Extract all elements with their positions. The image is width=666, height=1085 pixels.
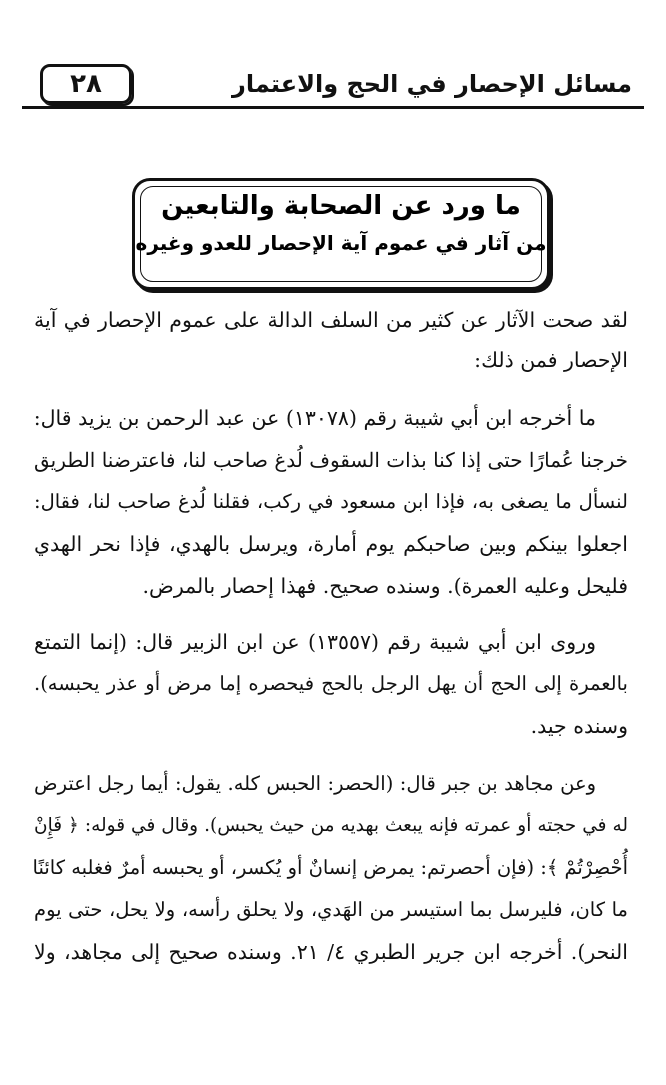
body-line: ما كان، فليرسل بما استيسر من الهَدي، ولا يحلق رأسه، ولا يحل، حتى يوم [34,898,629,921]
body-line: وعن مجاهد بن جبر قال: (الحصر: الحبس كله. يقول: أيما رجل اعترض [34,772,596,795]
body-line: بالعمرة إلى الحج أن يهل الرجل بالحج فيحصره إما مرض أو عذر يحبسه). [34,672,628,695]
body-line: فليحل وعليه العمرة). وسنده صحيح. فهذا إحصار بالمرض. [142,574,628,598]
body-line: أُحْصِرْتُمْ ﴾: (فإن أحصرتم: يمرض إنسانٌ أو يُكسر، أو يحبسه أمرٌ فغلبه كائنًا [32,856,628,879]
section-title-line-2: من آثار في عموم آية الإحصار للعدو وغيره [135,231,547,255]
running-title: مسائل الإحصار في الحج والاعتمار [232,70,632,98]
body-line: له في حجته أو عمرته فإنه يبعث بهديه من حيث يحبس). وقال في قوله: ﴿ فَإِنْ [34,815,628,836]
body-line: وروى ابن أبي شيبة رقم (١٣٥٥٧) عن ابن الزبير قال: (إنما التمتع [34,630,596,654]
body-line: خرجنا عُمارًا حتى إذا كنا بذات السقوف لُدغ صاحب لنا، فاعترضنا الطريق [34,448,628,472]
body-line: وسنده جيد. [530,714,628,738]
body-line: النحر). أخرجه ابن جرير الطبري ٤/ ٢١. وسنده صحيح إلى مجاهد، ولا [34,940,628,964]
section-title-box [132,178,550,290]
body-line: الإحصار فمن ذلك: [474,348,628,372]
body-line: ما أخرجه ابن أبي شيبة رقم (١٣٠٧٨) عن عبد الرحمن بن يزيد قال: [33,406,596,430]
body-line: اجعلوا بينكم وبين صاحبكم يوم أمارة، ويرسل بالهدي، فإذا نحر الهدي [34,532,628,556]
body-line: لقد صحت الآثار عن كثير من السلف الدالة على عموم الإحصار في آية [34,308,628,332]
page-header [22,64,644,109]
section-title-line-1: ما ورد عن الصحابة والتابعين [161,191,521,221]
page-number: ٢٨ [40,64,132,104]
body-line: لنسأل ما يصغى به، فإذا ابن مسعود في ركب، فقلنا لُدغ صاحب لنا، فقال: [34,490,628,513]
